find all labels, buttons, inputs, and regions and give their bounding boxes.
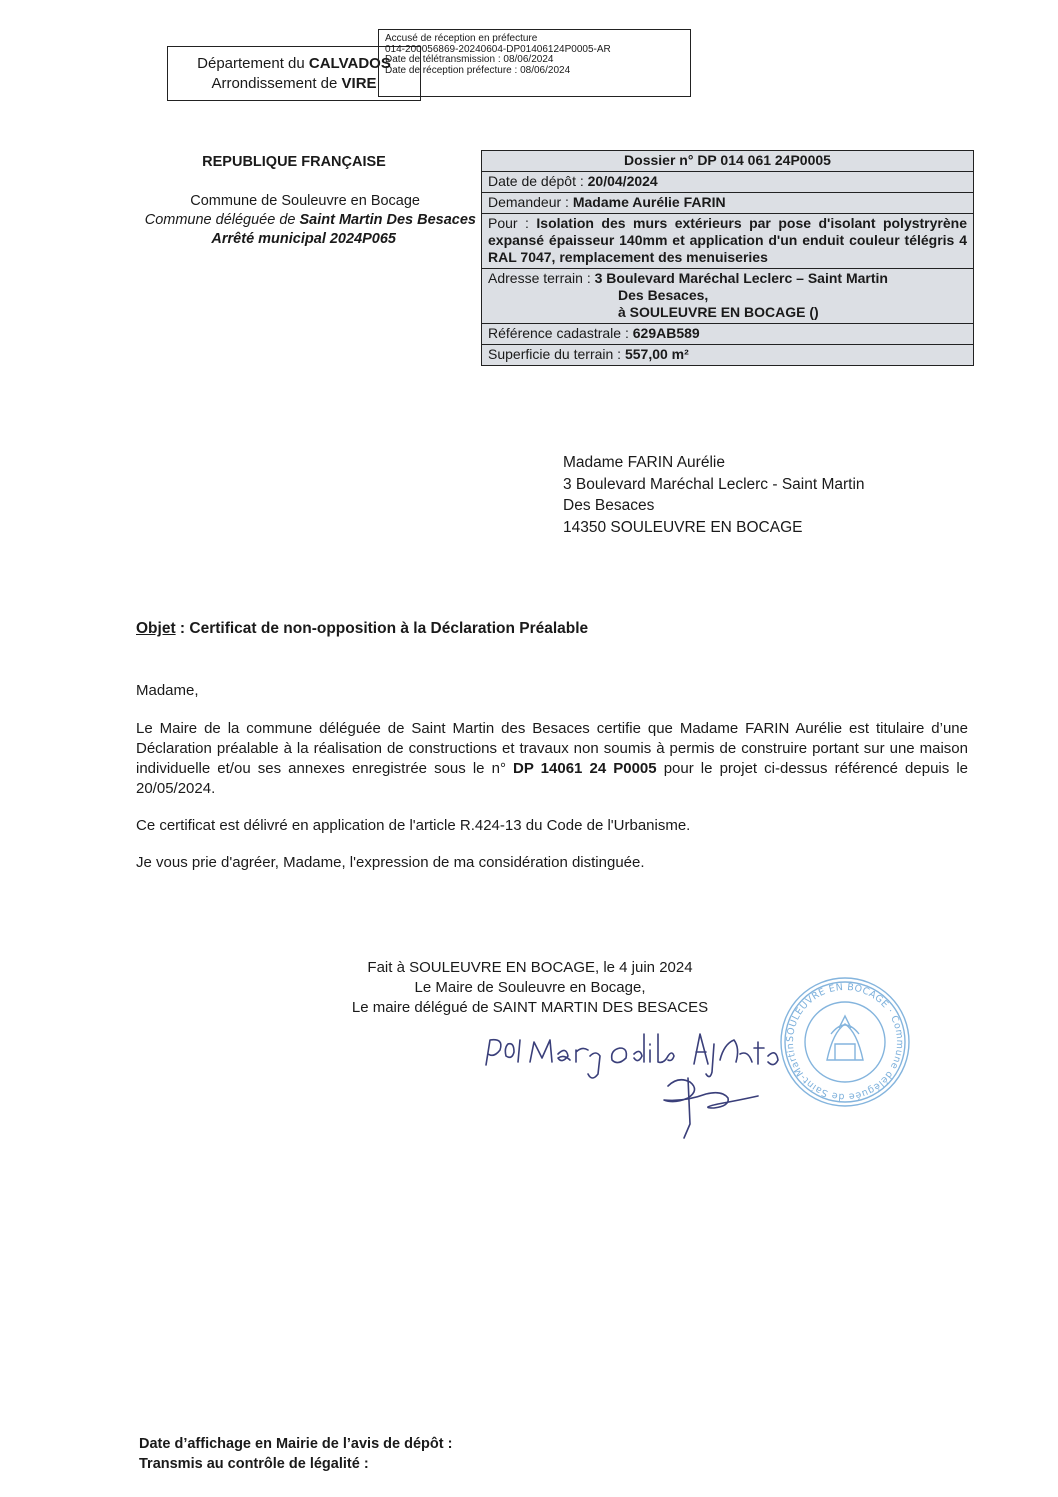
prefecture-receipt-box xyxy=(378,29,691,97)
signature-place-date: Fait à SOULEUVRE EN BOCAGE, le 4 juin 2024 xyxy=(367,959,693,976)
municipal-stamp-image xyxy=(775,972,915,1112)
dossier-title: Dossier n° DP 014 061 24P0005 xyxy=(624,152,831,168)
commune-deleguee xyxy=(100,211,476,230)
adresse-value-1: 3 Boulevard Maréchal Leclerc – Saint Martin xyxy=(594,270,888,286)
commune-deleguee-name: Saint Martin Des Besaces xyxy=(299,212,476,228)
arrete-number: Arrêté municipal 2024P065 xyxy=(211,231,396,247)
footer-legalite: Transmis au contrôle de légalité : xyxy=(139,1456,369,1472)
letter-body xyxy=(136,681,968,873)
commune-name: Commune de Souleuvre en Bocage xyxy=(190,193,420,209)
recipient-address xyxy=(563,452,865,538)
date-value: 20/04/2024 xyxy=(587,173,658,189)
dossier-row-demandeur xyxy=(482,192,973,213)
receipt-line-4: Date de réception préfecture : 08/06/2024 xyxy=(385,64,571,76)
demandeur-value: Madame Aurélie FARIN xyxy=(572,194,726,210)
footer xyxy=(139,1434,452,1474)
municipal-stamp xyxy=(775,972,915,1117)
arrondissement-name: VIRE xyxy=(341,75,377,92)
handwritten-signature-image xyxy=(478,1020,798,1150)
commune-deleguee-prefix: Commune déléguée de xyxy=(144,212,300,228)
republique-heading: REPUBLIQUE FRANÇAISE xyxy=(202,154,386,170)
footer-affichage-date: Date d’affichage en Mairie de l’avis de dépôt : xyxy=(139,1436,453,1452)
subject-text: : Certificat de non-opposition à la Déclaration Préalable xyxy=(175,620,589,637)
recipient-address-line-1: 3 Boulevard Maréchal Leclerc - Saint Martin xyxy=(563,475,865,493)
adresse-value-3: à SOULEUVRE EN BOCAGE () xyxy=(618,304,819,320)
pour-label: Pour : xyxy=(488,215,537,231)
body-paragraph-1 xyxy=(136,719,968,799)
cadastre-label: Référence cadastrale : xyxy=(488,325,633,341)
receipt-line-1: Accusé de réception en préfecture xyxy=(385,33,538,44)
superficie-value: 557,00 m² xyxy=(624,346,689,362)
department-prefix: Département du xyxy=(197,55,309,72)
receipt-line-2: 014-200056869-20240604-DP01406124P0005-AR xyxy=(385,43,611,55)
receipt-line-3: Date de télétransmission : 08/06/2024 xyxy=(385,54,554,65)
adresse-label: Adresse terrain : xyxy=(488,270,595,286)
body-paragraph-2: Ce certificat est délivré en application de l'article R.424-13 du Code de l'Urbanisme. xyxy=(136,817,691,834)
dossier-row-date xyxy=(482,171,973,192)
left-header xyxy=(100,153,476,249)
paragraph-1-text-b: pour le projet ci-dessus référencé depuis le 20/05/2024. xyxy=(136,760,969,797)
recipient-address-line-3: 14350 SOULEUVRE EN BOCAGE xyxy=(563,518,803,536)
dossier-row-pour xyxy=(482,213,973,268)
closing-formula: Je vous prie d'agréer, Madame, l'expression de ma considération distinguée. xyxy=(136,854,645,871)
stamp-text: SOULEUVRE EN BOCAGE · Commune déléguée de Saint-Martin xyxy=(784,981,906,1103)
dossier-row-superficie xyxy=(482,344,973,365)
subject-label: Objet xyxy=(136,620,176,637)
date-label: Date de dépôt : xyxy=(488,173,588,189)
signature-title-2: Le maire délégué de SAINT MARTIN DES BESACES xyxy=(351,999,709,1016)
letter-subject xyxy=(136,620,588,638)
adresse-value-2: Des Besaces, xyxy=(618,287,709,303)
salutation: Madame, xyxy=(136,682,199,699)
dossier-reference: DP 14061 24 P0005 xyxy=(513,760,657,777)
dossier-row-cadastre xyxy=(482,323,973,344)
department-name: CALVADOS xyxy=(308,55,391,72)
signature-title-1: Le Maire de Souleuvre en Bocage, xyxy=(414,979,646,996)
dossier-row-adresse xyxy=(482,268,973,323)
signature-block xyxy=(300,958,760,1018)
pour-value: Isolation des murs extérieurs par pose d'isolant polystryrène expansé épaisseur 140mm et application d'un enduit couleur télégris 4 RAL 7047, remplacement des menuiseries xyxy=(488,215,967,265)
paragraph-1-text-a: Le Maire de la commune déléguée de Saint Martin des Besaces certifie que Madame FARIN Aurélie est titulaire d’une Déclaration préalable à la réalisation de constructions et travaux non soumis à permis de construire portant sur une maison individuelle et/ou ses annexes enregistrée sous le n° xyxy=(136,720,968,777)
dossier-table xyxy=(481,150,974,366)
arrondissement-prefix: Arrondissement de xyxy=(211,75,342,92)
svg-text:SOULEUVRE EN BOCAGE · Commune xyxy=(775,972,905,1102)
recipient-address-line-2: Des Besaces xyxy=(563,497,655,514)
recipient-name: Madame FARIN Aurélie xyxy=(563,454,725,471)
superficie-label: Superficie du terrain : xyxy=(488,346,625,362)
cadastre-value: 629AB589 xyxy=(632,325,700,341)
demandeur-label: Demandeur : xyxy=(488,194,573,210)
handwritten-signature xyxy=(478,1020,798,1155)
